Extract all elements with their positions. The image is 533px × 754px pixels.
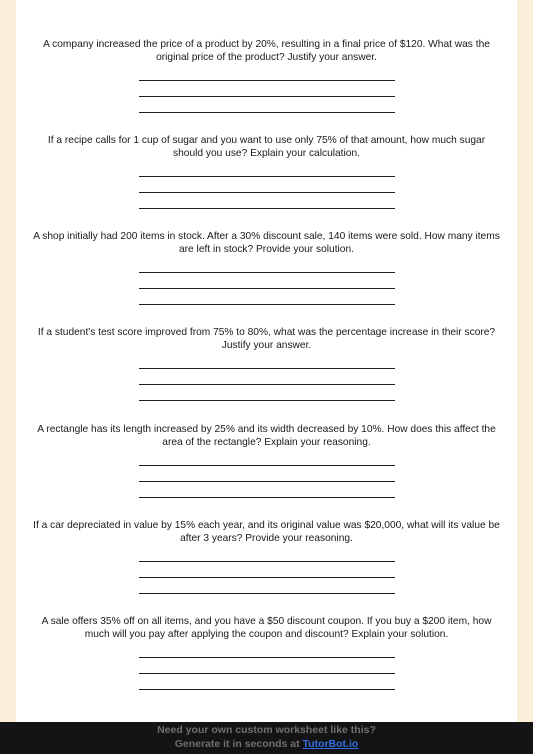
answer-line[interactable]	[139, 200, 395, 209]
question-text: A rectangle has its length increased by 25% and its width decreased by 10%. How does this affect the area of the rectangle? Explain your reasoning.	[37, 424, 496, 448]
question-3	[16, 230, 517, 312]
question-6	[16, 519, 517, 601]
answer-lines	[16, 360, 517, 401]
answer-line[interactable]	[139, 489, 395, 498]
answer-line[interactable]	[139, 376, 395, 385]
answer-line[interactable]	[139, 88, 395, 97]
promo-text-secondary	[175, 738, 359, 750]
answer-line[interactable]	[139, 457, 395, 466]
answer-lines	[16, 264, 517, 305]
answer-line[interactable]	[139, 296, 395, 305]
answer-line[interactable]	[139, 184, 395, 193]
answer-line[interactable]	[139, 104, 395, 113]
answer-line[interactable]	[139, 280, 395, 289]
question-text: If a car depreciated in value by 15% each year, and its original value was $20,000, what will its value be after 3 years? Provide your reasoning.	[33, 520, 500, 544]
question-text: A sale offers 35% off on all items, and you have a $50 discount coupon. If you buy a $200 item, how much will you pay after applying the coupon and discount? Explain your solution.	[41, 616, 492, 640]
question-text: A company increased the price of a product by 20%, resulting in a final price of $120. What was the original price of the product? Justify your answer.	[43, 39, 490, 63]
question-text: If a student's test score improved from 75% to 80%, what was the percentage increase in their score? Justify your answer.	[37, 327, 496, 351]
answer-line[interactable]	[139, 168, 395, 177]
tutorbot-link[interactable]: TutorBot.io	[302, 738, 359, 750]
answer-line[interactable]	[139, 649, 395, 658]
question-4	[16, 326, 517, 408]
answer-line[interactable]	[139, 569, 395, 578]
question-5	[16, 423, 517, 505]
question-7	[16, 615, 517, 697]
question-1	[16, 38, 517, 120]
answer-line[interactable]	[139, 681, 395, 690]
worksheet-page	[16, 0, 517, 722]
promo-text: Need your own custom worksheet like this?	[157, 724, 376, 736]
question-text: If a recipe calls for 1 cup of sugar and you want to use only 75% of that amount, how much sugar should you use? Explain your calculation.	[47, 135, 486, 159]
promo-prefix: Generate it in seconds at	[174, 738, 303, 750]
answer-lines	[16, 457, 517, 498]
answer-line[interactable]	[139, 585, 395, 594]
answer-lines	[16, 72, 517, 113]
question-text: A shop initially had 200 items in stock. After a 30% discount sale, 140 items were sold. How many items are left in stock? Provide your solution.	[33, 231, 500, 255]
answer-line[interactable]	[139, 72, 395, 81]
answer-line[interactable]	[139, 264, 395, 273]
answer-line[interactable]	[139, 473, 395, 482]
question-2	[16, 134, 517, 216]
answer-lines	[16, 649, 517, 690]
answer-line[interactable]	[139, 360, 395, 369]
promo-footer	[0, 722, 533, 754]
answer-line[interactable]	[139, 392, 395, 401]
answer-lines	[16, 168, 517, 209]
answer-lines	[16, 553, 517, 594]
answer-line[interactable]	[139, 665, 395, 674]
answer-line[interactable]	[139, 553, 395, 562]
